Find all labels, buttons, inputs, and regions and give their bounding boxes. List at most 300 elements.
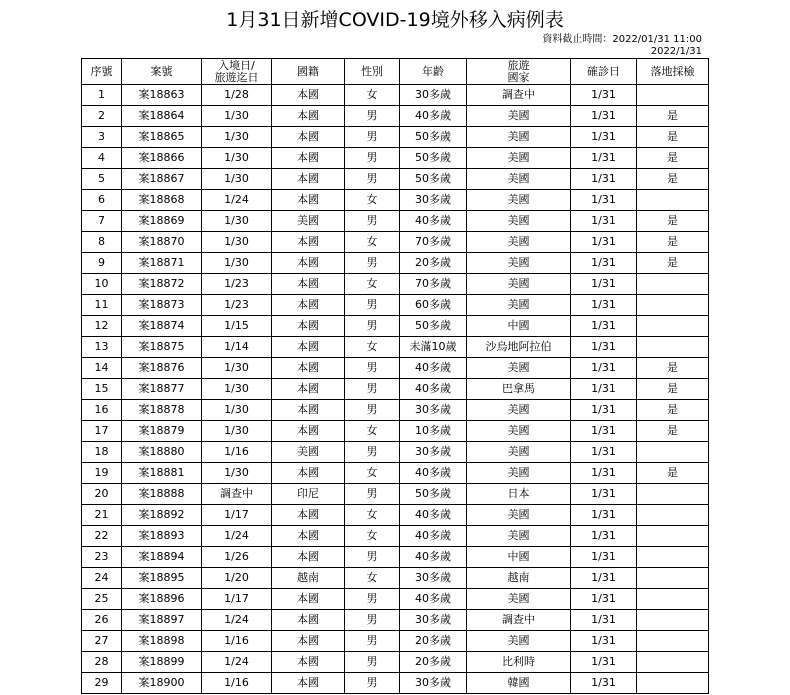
cell-travel-country: 美國 xyxy=(467,148,571,169)
cell-index: 29 xyxy=(82,673,122,694)
cell-nationality: 本國 xyxy=(272,295,345,316)
cell-case-number: 案18900 xyxy=(122,673,202,694)
cell-travel-country: 美國 xyxy=(467,211,571,232)
cell-travel-country: 美國 xyxy=(467,442,571,463)
table-row xyxy=(82,421,709,442)
cell-sex: 男 xyxy=(345,211,400,232)
cell-diagnosis-date: 1/31 xyxy=(571,421,637,442)
cell-sex: 男 xyxy=(345,610,400,631)
cell-diagnosis-date: 1/31 xyxy=(571,568,637,589)
table-row xyxy=(82,505,709,526)
cell-entry-date: 1/28 xyxy=(202,85,272,106)
cell-arrival-test: 是 xyxy=(637,421,709,442)
cell-case-number: 案18866 xyxy=(122,148,202,169)
header-case-number: 案號 xyxy=(122,59,202,85)
report-date: 2022/1/31 xyxy=(650,46,702,57)
cell-travel-country: 美國 xyxy=(467,169,571,190)
data-cutoff-time: 資料截止時間：2022/01/31 11:00 xyxy=(542,34,702,45)
cell-entry-date: 1/16 xyxy=(202,631,272,652)
cell-nationality: 本國 xyxy=(272,169,345,190)
cell-sex: 女 xyxy=(345,463,400,484)
cell-diagnosis-date: 1/31 xyxy=(571,484,637,505)
cell-entry-date: 1/16 xyxy=(202,442,272,463)
cell-diagnosis-date: 1/31 xyxy=(571,589,637,610)
table-row xyxy=(82,190,709,211)
cell-case-number: 案18870 xyxy=(122,232,202,253)
table-row xyxy=(82,379,709,400)
cell-arrival-test xyxy=(637,274,709,295)
cell-travel-country: 美國 xyxy=(467,589,571,610)
cell-sex: 男 xyxy=(345,169,400,190)
table-row xyxy=(82,337,709,358)
cell-entry-date: 1/30 xyxy=(202,148,272,169)
table-row xyxy=(82,358,709,379)
table-row xyxy=(82,295,709,316)
cell-nationality: 本國 xyxy=(272,610,345,631)
cell-entry-date: 1/24 xyxy=(202,610,272,631)
cell-nationality: 本國 xyxy=(272,400,345,421)
cell-arrival-test xyxy=(637,673,709,694)
cell-age: 30多歲 xyxy=(400,190,467,211)
cell-age: 30多歲 xyxy=(400,85,467,106)
page-title: 1月31日新增COVID-19境外移入病例表 xyxy=(226,9,564,31)
cell-arrival-test: 是 xyxy=(637,463,709,484)
cell-nationality: 美國 xyxy=(272,442,345,463)
cell-arrival-test: 是 xyxy=(637,253,709,274)
cell-age: 30多歲 xyxy=(400,610,467,631)
cell-case-number: 案18898 xyxy=(122,631,202,652)
case-table xyxy=(81,58,709,694)
header-entry-date: 入境日/ 旅遊迄日 xyxy=(202,59,272,85)
cell-age: 10多歲 xyxy=(400,421,467,442)
cell-entry-date: 1/30 xyxy=(202,358,272,379)
cell-sex: 男 xyxy=(345,148,400,169)
cell-age: 20多歲 xyxy=(400,631,467,652)
cell-entry-date: 1/30 xyxy=(202,463,272,484)
cell-nationality: 本國 xyxy=(272,316,345,337)
cell-travel-country: 美國 xyxy=(467,526,571,547)
cell-nationality: 本國 xyxy=(272,526,345,547)
header-age: 年齡 xyxy=(400,59,467,85)
table-row xyxy=(82,652,709,673)
cell-travel-country: 美國 xyxy=(467,190,571,211)
cell-case-number: 案18874 xyxy=(122,316,202,337)
table-row xyxy=(82,526,709,547)
cell-nationality: 本國 xyxy=(272,190,345,211)
cell-age: 70多歲 xyxy=(400,274,467,295)
cell-age: 40多歲 xyxy=(400,526,467,547)
cell-sex: 女 xyxy=(345,505,400,526)
cell-travel-country: 中國 xyxy=(467,316,571,337)
cell-arrival-test: 是 xyxy=(637,232,709,253)
cell-age: 50多歲 xyxy=(400,127,467,148)
cell-nationality: 本國 xyxy=(272,106,345,127)
cell-nationality: 本國 xyxy=(272,652,345,673)
table-row xyxy=(82,400,709,421)
cell-case-number: 案18881 xyxy=(122,463,202,484)
header-index: 序號 xyxy=(82,59,122,85)
table-row xyxy=(82,85,709,106)
cell-sex: 男 xyxy=(345,379,400,400)
cell-case-number: 案18896 xyxy=(122,589,202,610)
cell-travel-country: 比利時 xyxy=(467,652,571,673)
cell-diagnosis-date: 1/31 xyxy=(571,211,637,232)
cell-sex: 男 xyxy=(345,358,400,379)
header-arrival-test: 落地採檢 xyxy=(637,59,709,85)
cell-case-number: 案18894 xyxy=(122,547,202,568)
cell-diagnosis-date: 1/31 xyxy=(571,337,637,358)
cell-travel-country: 美國 xyxy=(467,358,571,379)
header-diagnosis-date: 確診日 xyxy=(571,59,637,85)
table-row xyxy=(82,463,709,484)
cell-index: 26 xyxy=(82,610,122,631)
cell-travel-country: 美國 xyxy=(467,400,571,421)
cell-index: 16 xyxy=(82,400,122,421)
cell-index: 14 xyxy=(82,358,122,379)
cell-entry-date: 1/24 xyxy=(202,526,272,547)
cell-sex: 男 xyxy=(345,547,400,568)
cell-diagnosis-date: 1/31 xyxy=(571,190,637,211)
cell-age: 30多歲 xyxy=(400,442,467,463)
cell-travel-country: 韓國 xyxy=(467,673,571,694)
table-row xyxy=(82,106,709,127)
cell-nationality: 本國 xyxy=(272,421,345,442)
cell-nationality: 本國 xyxy=(272,463,345,484)
table-row xyxy=(82,547,709,568)
cell-case-number: 案18878 xyxy=(122,400,202,421)
cell-case-number: 案18868 xyxy=(122,190,202,211)
cell-nationality: 本國 xyxy=(272,547,345,568)
cell-index: 17 xyxy=(82,421,122,442)
cell-case-number: 案18873 xyxy=(122,295,202,316)
cell-diagnosis-date: 1/31 xyxy=(571,127,637,148)
cell-index: 21 xyxy=(82,505,122,526)
table-row xyxy=(82,274,709,295)
cell-diagnosis-date: 1/31 xyxy=(571,673,637,694)
cell-sex: 男 xyxy=(345,484,400,505)
cell-diagnosis-date: 1/31 xyxy=(571,442,637,463)
cell-age: 50多歲 xyxy=(400,169,467,190)
cell-index: 23 xyxy=(82,547,122,568)
cell-travel-country: 沙烏地阿拉伯 xyxy=(467,337,571,358)
cell-travel-country: 越南 xyxy=(467,568,571,589)
cell-arrival-test xyxy=(637,316,709,337)
cell-entry-date: 1/15 xyxy=(202,316,272,337)
cell-diagnosis-date: 1/31 xyxy=(571,106,637,127)
cell-nationality: 本國 xyxy=(272,148,345,169)
cell-arrival-test: 是 xyxy=(637,379,709,400)
cell-index: 28 xyxy=(82,652,122,673)
cell-nationality: 本國 xyxy=(272,631,345,652)
cell-index: 18 xyxy=(82,442,122,463)
cell-arrival-test: 是 xyxy=(637,148,709,169)
cell-diagnosis-date: 1/31 xyxy=(571,526,637,547)
cell-case-number: 案18893 xyxy=(122,526,202,547)
cell-sex: 男 xyxy=(345,253,400,274)
cell-travel-country: 中國 xyxy=(467,547,571,568)
cell-sex: 男 xyxy=(345,295,400,316)
table-row xyxy=(82,169,709,190)
cell-age: 40多歲 xyxy=(400,589,467,610)
cell-sex: 男 xyxy=(345,442,400,463)
cell-case-number: 案18877 xyxy=(122,379,202,400)
cell-entry-date: 1/24 xyxy=(202,652,272,673)
cell-index: 15 xyxy=(82,379,122,400)
cell-arrival-test: 是 xyxy=(637,400,709,421)
cell-arrival-test xyxy=(637,547,709,568)
table-row xyxy=(82,589,709,610)
cell-nationality: 本國 xyxy=(272,673,345,694)
cell-entry-date: 1/30 xyxy=(202,400,272,421)
cell-arrival-test: 是 xyxy=(637,358,709,379)
cell-arrival-test xyxy=(637,190,709,211)
cell-index: 9 xyxy=(82,253,122,274)
cell-sex: 男 xyxy=(345,400,400,421)
cell-age: 70多歲 xyxy=(400,232,467,253)
cell-age: 40多歲 xyxy=(400,211,467,232)
cell-diagnosis-date: 1/31 xyxy=(571,610,637,631)
cell-travel-country: 美國 xyxy=(467,232,571,253)
cell-diagnosis-date: 1/31 xyxy=(571,85,637,106)
cell-entry-date: 1/23 xyxy=(202,295,272,316)
cell-case-number: 案18892 xyxy=(122,505,202,526)
cell-age: 40多歲 xyxy=(400,505,467,526)
cell-diagnosis-date: 1/31 xyxy=(571,232,637,253)
cell-nationality: 本國 xyxy=(272,379,345,400)
cell-diagnosis-date: 1/31 xyxy=(571,274,637,295)
cell-sex: 女 xyxy=(345,274,400,295)
cell-index: 2 xyxy=(82,106,122,127)
cell-index: 11 xyxy=(82,295,122,316)
cell-entry-date: 1/30 xyxy=(202,253,272,274)
cell-entry-date: 1/30 xyxy=(202,232,272,253)
cell-age: 未滿10歲 xyxy=(400,337,467,358)
table-row xyxy=(82,631,709,652)
cell-sex: 男 xyxy=(345,106,400,127)
cell-age: 40多歲 xyxy=(400,547,467,568)
cell-arrival-test xyxy=(637,295,709,316)
cell-diagnosis-date: 1/31 xyxy=(571,169,637,190)
cell-index: 24 xyxy=(82,568,122,589)
cell-sex: 女 xyxy=(345,526,400,547)
cell-sex: 男 xyxy=(345,631,400,652)
cell-arrival-test xyxy=(637,337,709,358)
cell-diagnosis-date: 1/31 xyxy=(571,631,637,652)
cell-age: 50多歲 xyxy=(400,316,467,337)
table-row xyxy=(82,316,709,337)
cell-index: 4 xyxy=(82,148,122,169)
cell-nationality: 印尼 xyxy=(272,484,345,505)
cell-travel-country: 美國 xyxy=(467,106,571,127)
cell-sex: 男 xyxy=(345,589,400,610)
cell-index: 20 xyxy=(82,484,122,505)
cell-nationality: 本國 xyxy=(272,127,345,148)
cell-age: 20多歲 xyxy=(400,253,467,274)
header-nationality: 國籍 xyxy=(272,59,345,85)
cell-sex: 女 xyxy=(345,568,400,589)
cell-travel-country: 美國 xyxy=(467,463,571,484)
cell-arrival-test xyxy=(637,589,709,610)
cell-entry-date: 1/30 xyxy=(202,127,272,148)
cell-sex: 男 xyxy=(345,127,400,148)
cell-index: 8 xyxy=(82,232,122,253)
cell-arrival-test xyxy=(637,484,709,505)
cell-sex: 女 xyxy=(345,190,400,211)
cell-age: 40多歲 xyxy=(400,106,467,127)
cell-case-number: 案18895 xyxy=(122,568,202,589)
cell-case-number: 案18863 xyxy=(122,85,202,106)
cell-nationality: 本國 xyxy=(272,253,345,274)
cell-travel-country: 調查中 xyxy=(467,610,571,631)
cell-case-number: 案18888 xyxy=(122,484,202,505)
cell-age: 50多歲 xyxy=(400,148,467,169)
cell-travel-country: 美國 xyxy=(467,505,571,526)
cell-age: 40多歲 xyxy=(400,379,467,400)
cell-age: 40多歲 xyxy=(400,358,467,379)
cell-age: 30多歲 xyxy=(400,400,467,421)
cell-case-number: 案18899 xyxy=(122,652,202,673)
cell-age: 40多歲 xyxy=(400,463,467,484)
cell-diagnosis-date: 1/31 xyxy=(571,148,637,169)
cell-entry-date: 調查中 xyxy=(202,484,272,505)
cell-nationality: 本國 xyxy=(272,505,345,526)
cell-nationality: 本國 xyxy=(272,589,345,610)
cell-age: 20多歲 xyxy=(400,652,467,673)
cell-travel-country: 美國 xyxy=(467,127,571,148)
cell-arrival-test xyxy=(637,652,709,673)
cell-case-number: 案18867 xyxy=(122,169,202,190)
cell-index: 25 xyxy=(82,589,122,610)
cell-travel-country: 美國 xyxy=(467,274,571,295)
cell-nationality: 本國 xyxy=(272,85,345,106)
cell-diagnosis-date: 1/31 xyxy=(571,400,637,421)
cell-case-number: 案18869 xyxy=(122,211,202,232)
cell-entry-date: 1/16 xyxy=(202,673,272,694)
cell-age: 60多歲 xyxy=(400,295,467,316)
cell-entry-date: 1/17 xyxy=(202,505,272,526)
header-sex: 性別 xyxy=(345,59,400,85)
cell-diagnosis-date: 1/31 xyxy=(571,253,637,274)
cell-nationality: 本國 xyxy=(272,337,345,358)
cell-arrival-test: 是 xyxy=(637,106,709,127)
cell-age: 30多歲 xyxy=(400,673,467,694)
cell-entry-date: 1/30 xyxy=(202,211,272,232)
cell-index: 3 xyxy=(82,127,122,148)
cell-case-number: 案18871 xyxy=(122,253,202,274)
cell-index: 10 xyxy=(82,274,122,295)
header-travel-country: 旅遊 國家 xyxy=(467,59,571,85)
cell-diagnosis-date: 1/31 xyxy=(571,463,637,484)
table-row xyxy=(82,568,709,589)
cell-sex: 男 xyxy=(345,316,400,337)
cell-nationality: 美國 xyxy=(272,211,345,232)
cell-index: 6 xyxy=(82,190,122,211)
cell-arrival-test xyxy=(637,631,709,652)
cell-entry-date: 1/26 xyxy=(202,547,272,568)
cell-case-number: 案18865 xyxy=(122,127,202,148)
cell-age: 30多歲 xyxy=(400,568,467,589)
cell-sex: 女 xyxy=(345,85,400,106)
cell-index: 12 xyxy=(82,316,122,337)
cell-diagnosis-date: 1/31 xyxy=(571,652,637,673)
cell-diagnosis-date: 1/31 xyxy=(571,379,637,400)
cell-sex: 女 xyxy=(345,337,400,358)
cell-entry-date: 1/30 xyxy=(202,106,272,127)
cell-entry-date: 1/30 xyxy=(202,421,272,442)
table-row xyxy=(82,148,709,169)
cell-entry-date: 1/23 xyxy=(202,274,272,295)
cell-sex: 女 xyxy=(345,421,400,442)
cell-index: 19 xyxy=(82,463,122,484)
cell-case-number: 案18879 xyxy=(122,421,202,442)
cell-arrival-test xyxy=(637,505,709,526)
cell-arrival-test xyxy=(637,568,709,589)
cell-diagnosis-date: 1/31 xyxy=(571,295,637,316)
cell-index: 7 xyxy=(82,211,122,232)
cell-index: 27 xyxy=(82,631,122,652)
cell-travel-country: 調查中 xyxy=(467,85,571,106)
cell-index: 22 xyxy=(82,526,122,547)
cell-age: 50多歲 xyxy=(400,484,467,505)
cell-entry-date: 1/30 xyxy=(202,169,272,190)
cell-index: 5 xyxy=(82,169,122,190)
cell-case-number: 案18880 xyxy=(122,442,202,463)
cell-diagnosis-date: 1/31 xyxy=(571,547,637,568)
cell-entry-date: 1/17 xyxy=(202,589,272,610)
cell-sex: 男 xyxy=(345,673,400,694)
table-header-row xyxy=(82,59,709,85)
cell-sex: 女 xyxy=(345,232,400,253)
cell-nationality: 越南 xyxy=(272,568,345,589)
cell-nationality: 本國 xyxy=(272,232,345,253)
cell-diagnosis-date: 1/31 xyxy=(571,316,637,337)
cell-travel-country: 美國 xyxy=(467,295,571,316)
cell-case-number: 案18876 xyxy=(122,358,202,379)
cell-arrival-test xyxy=(637,526,709,547)
table-row xyxy=(82,211,709,232)
cell-travel-country: 巴拿馬 xyxy=(467,379,571,400)
table-row xyxy=(82,232,709,253)
cell-arrival-test: 是 xyxy=(637,211,709,232)
cell-case-number: 案18872 xyxy=(122,274,202,295)
cell-arrival-test xyxy=(637,610,709,631)
cell-index: 1 xyxy=(82,85,122,106)
cell-diagnosis-date: 1/31 xyxy=(571,358,637,379)
cell-nationality: 本國 xyxy=(272,274,345,295)
cell-diagnosis-date: 1/31 xyxy=(571,505,637,526)
cell-entry-date: 1/14 xyxy=(202,337,272,358)
cell-case-number: 案18875 xyxy=(122,337,202,358)
cell-index: 13 xyxy=(82,337,122,358)
table-row xyxy=(82,610,709,631)
cell-arrival-test: 是 xyxy=(637,169,709,190)
cell-nationality: 本國 xyxy=(272,358,345,379)
cell-arrival-test: 是 xyxy=(637,127,709,148)
cell-arrival-test xyxy=(637,85,709,106)
table-row xyxy=(82,673,709,694)
table-row xyxy=(82,127,709,148)
cell-arrival-test xyxy=(637,442,709,463)
cell-entry-date: 1/24 xyxy=(202,190,272,211)
cell-entry-date: 1/20 xyxy=(202,568,272,589)
cell-travel-country: 日本 xyxy=(467,484,571,505)
table-row xyxy=(82,484,709,505)
cell-travel-country: 美國 xyxy=(467,631,571,652)
cell-travel-country: 美國 xyxy=(467,421,571,442)
cell-entry-date: 1/30 xyxy=(202,379,272,400)
cell-sex: 男 xyxy=(345,652,400,673)
cell-case-number: 案18864 xyxy=(122,106,202,127)
